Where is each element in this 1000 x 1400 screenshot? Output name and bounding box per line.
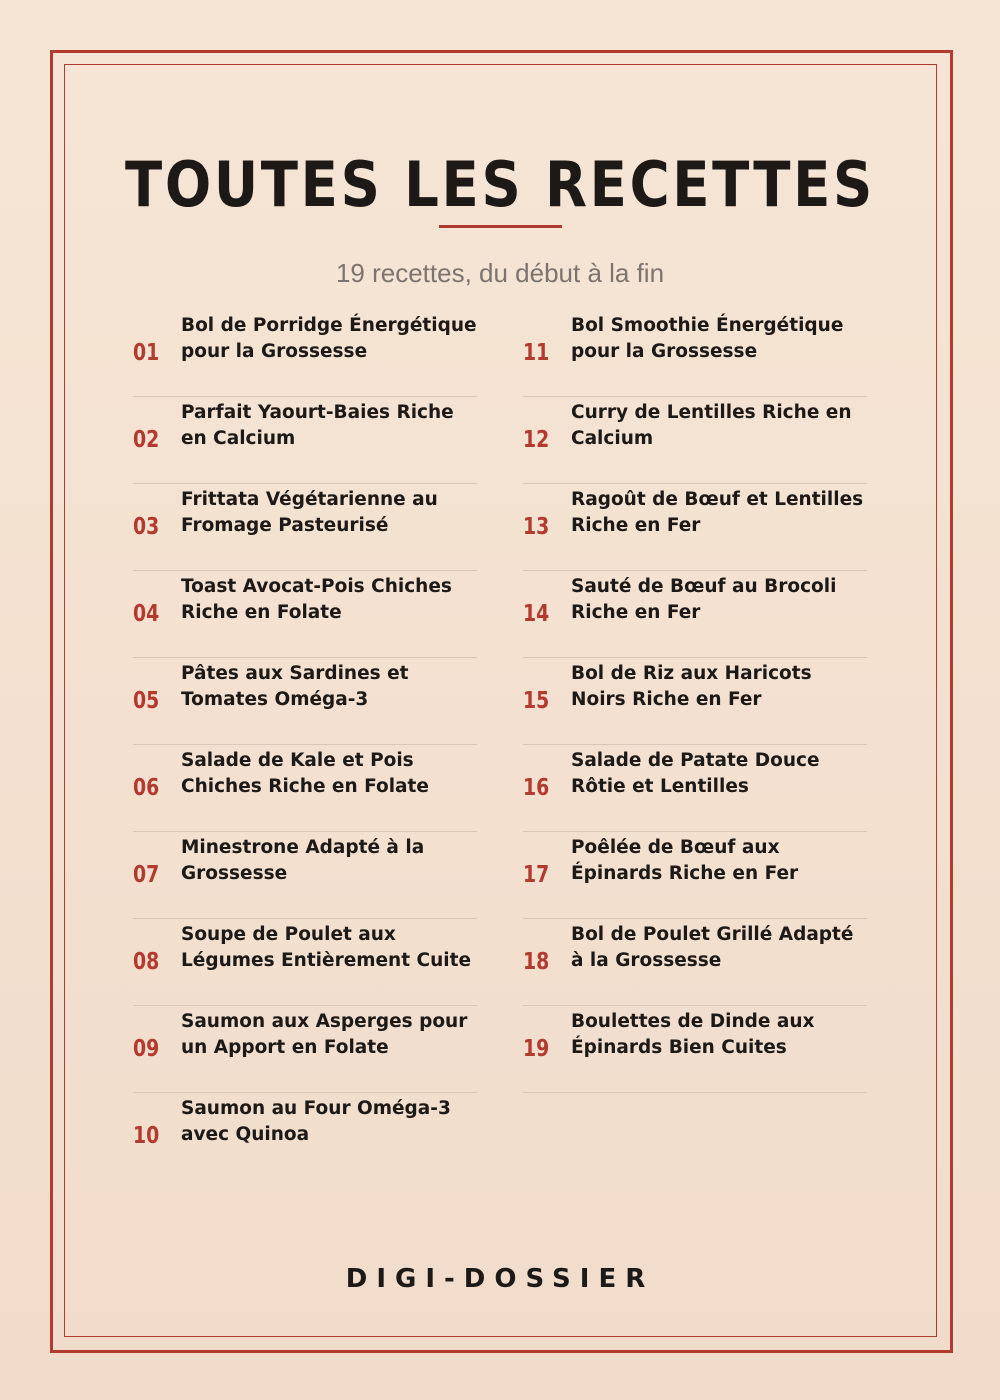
recipe-item[interactable] [133, 658, 477, 745]
page-title: TOUTES LES RECETTES [124, 148, 876, 221]
brand-footer: DIGI-DOSSIER [345, 1264, 655, 1294]
recipe-name: Curry de Lentilles Riche en Calcium [571, 402, 852, 449]
recipe-item[interactable] [523, 745, 867, 832]
recipe-item[interactable] [133, 1093, 477, 1179]
recipe-number: 08 [133, 949, 160, 975]
recipe-number: 18 [523, 949, 550, 975]
recipe-name: Salade de Kale et Pois Chiches Riche en Folate [181, 750, 429, 797]
page-subtitle: 19 recettes, du début à la fin [335, 258, 665, 288]
recipe-item[interactable] [133, 571, 477, 658]
recipe-name: Poêlée de Bœuf aux Épinards Riche en Fer [571, 837, 799, 884]
recipe-number: 14 [523, 601, 550, 627]
recipe-item[interactable] [523, 1006, 867, 1093]
recipe-name: Bol de Riz aux Haricots Noirs Riche en Fer [571, 663, 812, 710]
recipe-number: 16 [523, 775, 550, 801]
recipe-name: Ragoût de Bœuf et Lentilles Riche en Fer [571, 489, 864, 536]
recipe-item[interactable] [133, 397, 477, 484]
recipe-name: Salade de Patate Douce Rôtie et Lentilles [571, 750, 820, 797]
recipe-item[interactable] [523, 484, 867, 571]
recipe-item[interactable] [133, 919, 477, 1006]
recipe-number: 05 [133, 688, 160, 714]
recipe-item[interactable] [523, 310, 867, 397]
recipe-number: 01 [133, 340, 160, 366]
recipe-number: 13 [523, 514, 550, 540]
recipe-item[interactable] [523, 658, 867, 745]
recipe-name: Pâtes aux Sardines et Tomates Oméga-3 [181, 663, 409, 710]
recipe-number: 17 [523, 862, 550, 888]
recipe-item[interactable] [133, 310, 477, 397]
recipe-number: 15 [523, 688, 550, 714]
recipe-number: 03 [133, 514, 160, 540]
recipe-number: 09 [133, 1036, 160, 1062]
recipe-item[interactable] [133, 832, 477, 919]
recipe-list-left [133, 310, 477, 1179]
recipe-name: Sauté de Bœuf au Brocoli Riche en Fer [571, 576, 837, 623]
recipe-name: Bol de Porridge Énergétique pour la Grossesse [181, 315, 477, 362]
recipe-number: 10 [133, 1123, 160, 1149]
recipe-name: Frittata Végétarienne au Fromage Pasteurisé [181, 489, 438, 536]
recipe-item[interactable] [523, 571, 867, 658]
recipe-number: 12 [523, 427, 550, 453]
recipe-list-right [523, 310, 867, 1093]
recipe-name: Saumon au Four Oméga-3 avec Quinoa [181, 1098, 451, 1145]
recipe-name: Bol Smoothie Énergétique pour la Grossesse [571, 315, 844, 362]
recipe-name: Boulettes de Dinde aux Épinards Bien Cuites [571, 1011, 815, 1058]
recipe-item[interactable] [133, 484, 477, 571]
recipe-number: 06 [133, 775, 160, 801]
recipe-name: Soupe de Poulet aux Légumes Entièrement Cuite [181, 924, 471, 971]
recipe-number: 02 [133, 427, 160, 453]
recipe-name: Parfait Yaourt-Baies Riche en Calcium [181, 402, 454, 449]
recipe-name: Minestrone Adapté à la Grossesse [181, 837, 425, 884]
recipe-number: 11 [523, 340, 550, 366]
recipe-number: 19 [523, 1036, 550, 1062]
recipe-name: Bol de Poulet Grillé Adapté à la Grossesse [571, 924, 854, 971]
recipe-item[interactable] [133, 745, 477, 832]
recipe-item[interactable] [523, 832, 867, 919]
title-underline [439, 225, 562, 228]
recipe-item[interactable] [523, 397, 867, 484]
recipe-name: Saumon aux Asperges pour un Apport en Folate [181, 1011, 468, 1058]
recipe-number: 04 [133, 601, 160, 627]
recipe-number: 07 [133, 862, 160, 888]
recipe-name: Toast Avocat-Pois Chiches Riche en Folate [181, 576, 452, 623]
recipe-item[interactable] [523, 919, 867, 1006]
recipe-item[interactable] [133, 1006, 477, 1093]
